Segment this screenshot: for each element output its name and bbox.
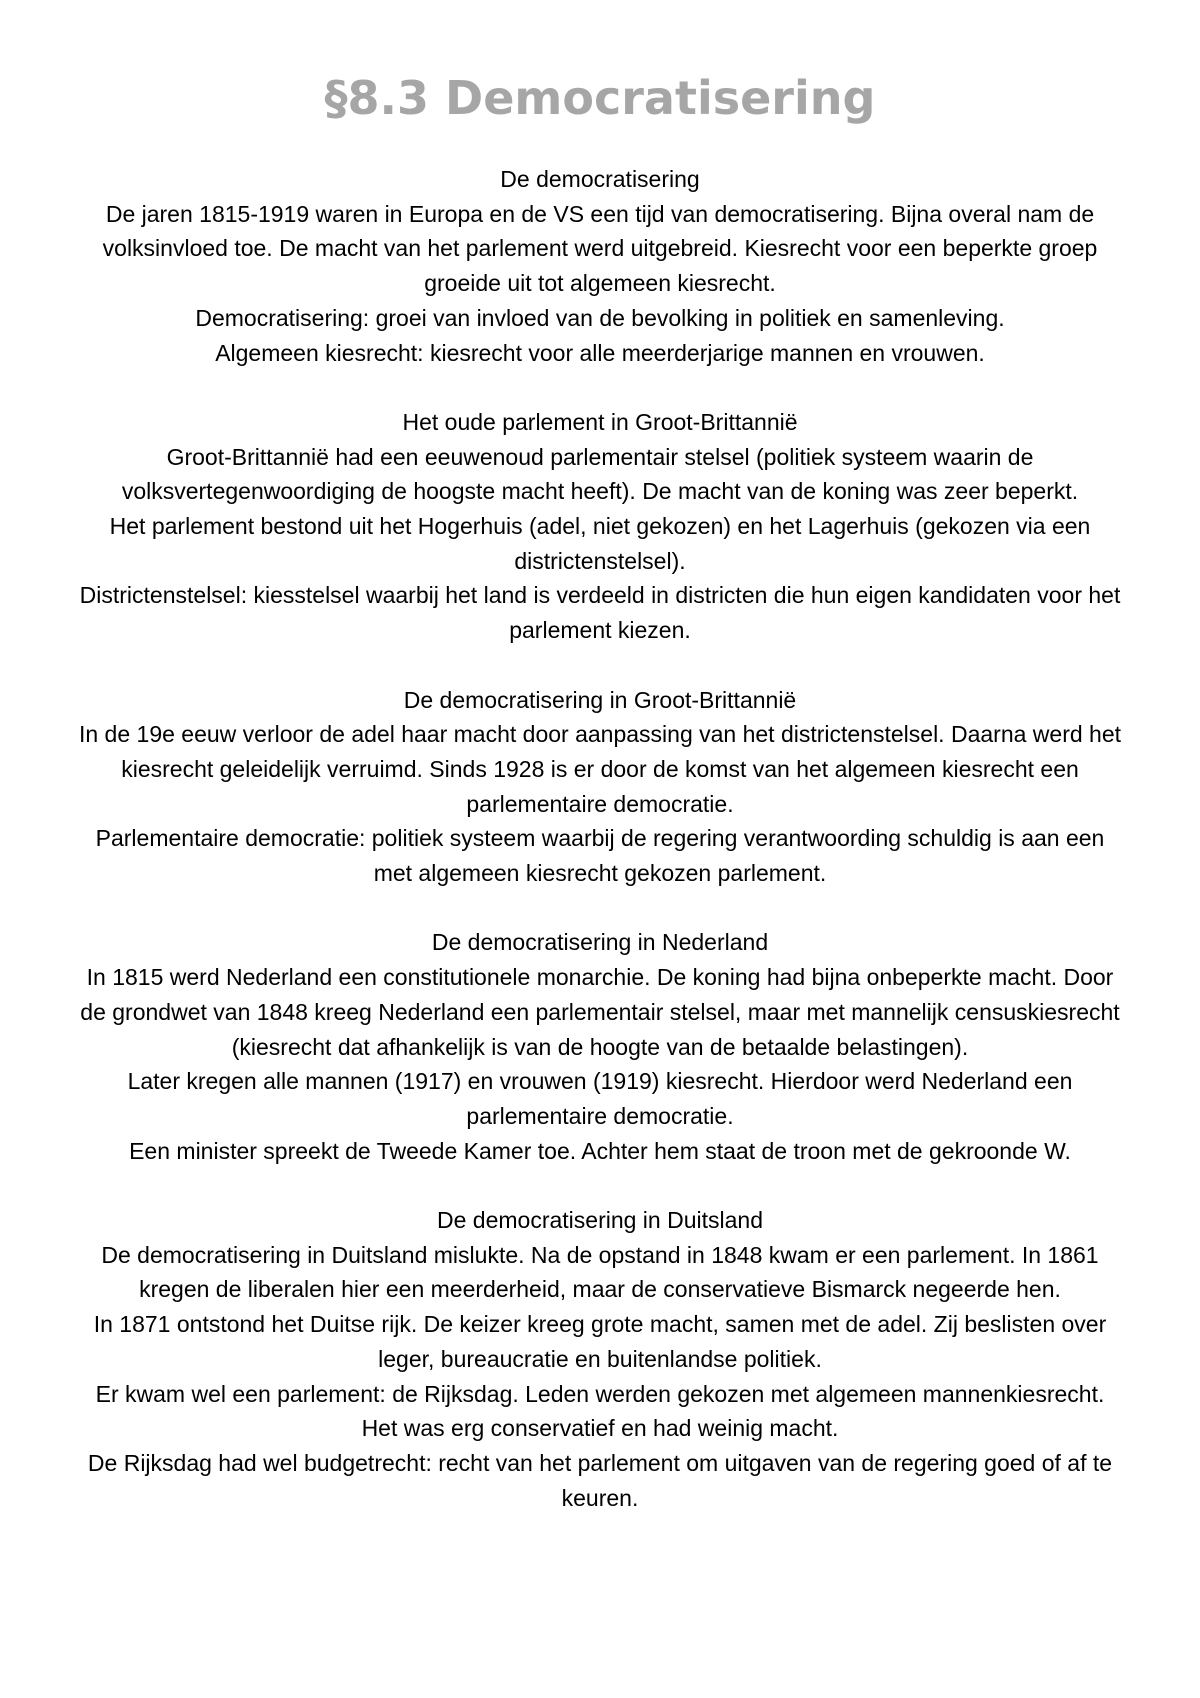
section-groot-brittannie xyxy=(78,683,1122,891)
section-heading: De democratisering in Groot-Brittannië xyxy=(403,686,797,713)
paragraph: Later kregen alle mannen (1917) en vrouwen (1919) kiesrecht. Hierdoor werd Nederland een parlementaire democratie. xyxy=(127,1068,1073,1129)
page-title: §8.3 Democratisering xyxy=(324,71,876,125)
paragraph: In de 19e eeuw verloor de adel haar macht door aanpassing van het districtenstelsel. Daarna werd het kiesrecht geleidelijk verruimd. Sinds 1928 is er door de komst van het algemeen kiesrecht een parlementaire democratie. xyxy=(78,721,1122,817)
document-body xyxy=(78,162,1122,1550)
paragraph: Er kwam wel een parlement: de Rijksdag. Leden werden gekozen met algemeen mannenkiesrecht. Het was erg conservatief en had weinig macht. xyxy=(95,1380,1105,1442)
paragraph: In 1871 ontstond het Duitse rijk. De keizer kreeg grote macht, samen met de adel. Zij beslisten over leger, bureaucratie en buitenlandse politiek. xyxy=(93,1311,1107,1372)
paragraph: De democratisering in Duitsland mislukte. Na de opstand in 1848 kwam er een parlement. In 1861 kregen de liberalen hier een meerderheid, maar de conservatieve Bismarck negeerde hen. xyxy=(101,1241,1099,1303)
paragraph: De jaren 1815-1919 waren in Europa en de VS een tijd van democratisering. Bijna overal nam de volksinvloed toe. De macht van het parlement werd uitgebreid. Kiesrecht voor een beperkte groep groeide uit tot algemeen kiesrecht. xyxy=(102,200,1098,297)
paragraph: De Rijksdag had wel budgetrecht: recht van het parlement om uitgaven van de regering goed of af te keuren. xyxy=(87,1449,1113,1511)
section-oude-parlement xyxy=(78,405,1122,648)
paragraph: Parlementaire democratie: politiek systeem waarbij de regering verantwoording schuldig is aan een met algemeen kiesrecht gekozen parlement. xyxy=(95,825,1105,887)
section-duitsland xyxy=(78,1203,1122,1515)
section-nederland xyxy=(78,925,1122,1168)
section-democratisering xyxy=(78,162,1122,370)
paragraph: Groot-Brittannië had een eeuwenoud parlementair stelsel (politiek systeem waarin de volksvertegenwoordiging de hoogste macht heeft). De macht van de koning was zeer beperkt. xyxy=(121,443,1079,505)
section-heading: De democratisering in Duitsland xyxy=(437,1207,763,1234)
paragraph: Districtenstelsel: kiesstelsel waarbij het land is verdeeld in districten die hun eigen kandidaten voor het parlement kiezen. xyxy=(79,582,1121,644)
paragraph: Een minister spreekt de Tweede Kamer toe. Achter hem staat de troon met de gekroonde W. xyxy=(129,1137,1071,1164)
section-heading: De democratisering xyxy=(500,166,700,192)
paragraph: Democratisering: groei van invloed van de bevolking in politiek en samenleving. xyxy=(195,304,1005,331)
paragraph: Het parlement bestond uit het Hogerhuis (adel, niet gekozen) en het Lagerhuis (gekozen via een districtenstelsel). xyxy=(109,513,1091,574)
section-heading: De democratisering in Nederland xyxy=(431,929,769,956)
paragraph: Algemeen kiesrecht: kiesrecht voor alle meerderjarige mannen en vrouwen. xyxy=(215,339,985,366)
paragraph: In 1815 werd Nederland een constitutionele monarchie. De koning had bijna onbeperkte macht. Door de grondwet van 1848 kreeg Nederland een parlementair stelsel, maar met mannelijk censuskiesrecht (kiesrecht dat afhankelijk is van de hoogte van de betaalde belastingen). xyxy=(80,964,1120,1060)
section-heading: Het oude parlement in Groot-Brittannië xyxy=(402,408,798,435)
